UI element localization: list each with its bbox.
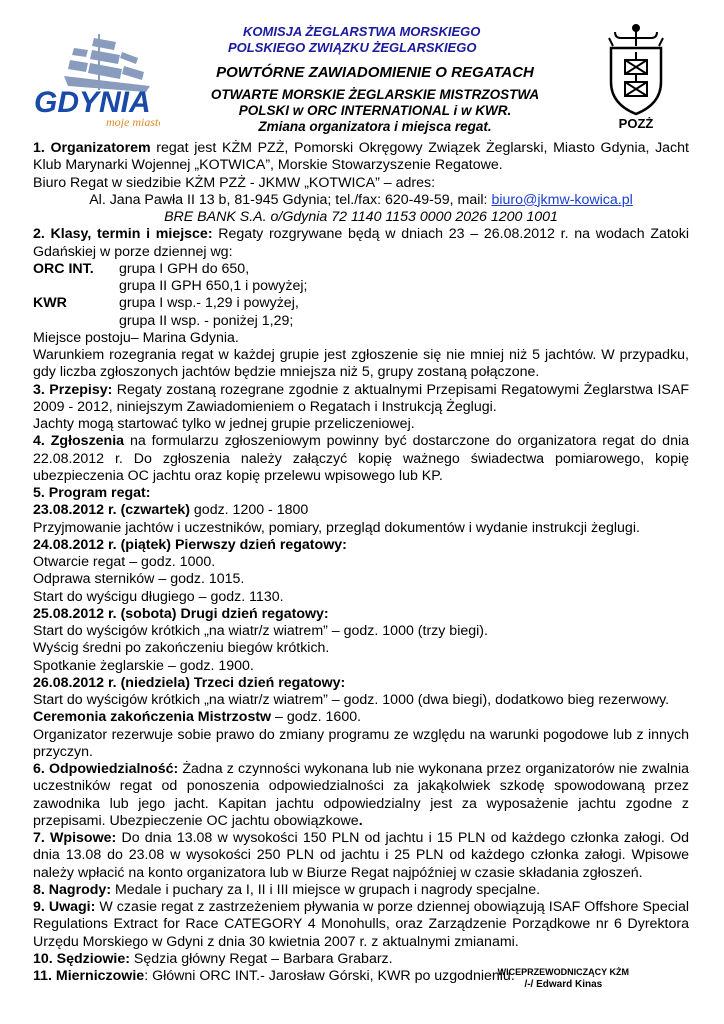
section-program [33,485,689,502]
section-heading: 10. Sędziowie: [33,950,130,967]
section-text: regat jest KŻM PZŻ, Pomorski Okręgowy Związek Żeglarski, Miasto Gdynia, Jacht Klub Marynarki Wojennej „KOTWICA”, Morskie Stowarzyszenie Regatowe. [33,140,689,174]
document-subtitle [175,87,575,135]
section-heading: 5. Program regat: [33,485,151,501]
address-text: Al. Jana Pawła II 13 b, 81-945 Gdynia; tel./fax: 620-49-59, mail: [89,191,492,208]
pozz-emblem [601,24,671,134]
mooring-location: Miejsce postoju– Marina Gdynia. [33,329,239,346]
orc-group-row [33,261,689,278]
kwr-label: KWR [33,295,67,312]
regatta-office: Biuro Regat w siedzibie KŻM PZŻ - JKMW „KOTWICA” – adres: [33,174,436,191]
program-line: Start do wyścigów krótkich „na wiatr/z wiatrem” – godz. 1000 (trzy biegi). [33,623,488,639]
kwr-group-2: grupa II wsp. - poniżej 1,29; [119,312,294,329]
section-text: Regaty rozgrywane będą w dniach 23 – 26.08.2012 r. na wodach Zatoki Gdańskiej w porze dziennej wg: [33,226,689,260]
program-line: Wyścig średni po zakończeniu biegów krótkich. [33,640,330,657]
day-heading: 23.08.2012 r. (czwartek) [33,502,190,519]
organization-name [228,24,568,56]
section-heading: 4. Zgłoszenia [33,433,125,450]
ceremony-time: – godz. 1600. [271,709,362,726]
email-link[interactable]: biuro@jkmw-kowica.pl [491,191,633,208]
orc-group-2: grupa II GPH 650,1 i powyżej; [119,278,308,294]
day-heading: 24.08.2012 r. (piątek) Pierwszy dzień regatowy: [33,536,347,553]
section-classes [33,226,689,261]
orc-group-row [33,278,689,295]
section-remarks [33,899,689,951]
section-prizes [33,882,689,899]
day-heading: 25.08.2012 r. (sobota) Drugi dzień regatowy: [33,605,329,622]
orc-label: ORC INT. [33,260,94,277]
section-text: na formularzu zgłoszeniowym powinny być dostarczone do organizatora regat do dnia 22.08.2012 r. Do zgłoszenia należy załączyć kopię ważnego świadectwa pomiarowego, kopię ubezpieczenia OC jachtu oraz kopię przelewu wpisowego lub KP. [33,433,689,484]
subtitle-line-1: OTWARTE MORSKIE ŻEGLARSKIE MISTRZOSTWA [210,87,540,102]
emblem-caption: POZŻ [618,116,654,131]
section-text: W czasie regat z zastrzeżeniem pływania w porze dziennej obowiązują ISAF Offshore Special Regulations Extract for Race CATEGORY 4 Monohulls, oraz Zarządzenie Porządkowe nr 6 Dyrektora Urzędu Morskiego w Gdyni z dnia 30 kwietnia 2007 r. z aktualnymi zmianami. [33,899,689,950]
day-time: godz. 1200 - 1800 [189,502,309,519]
section-text: Sędzia główny Regat – Barbara Grabarz. [129,950,393,967]
program-line: Odprawa sterników – godz. 1015. [33,571,245,588]
section-rules [33,382,689,417]
section-text: Medale i puchary za I, II i III miejsce w grupach i nagrody specjalne. [111,881,541,898]
signatory-title: WICEPRZEWODNICZĄCY KŻM [497,967,629,977]
section-organizer [33,140,689,175]
section-heading: 9. Uwagi: [33,899,96,915]
program-line: Przyjmowanie jachtów i uczestników, pomiary, przegląd dokumentów i wydanie instrukcji żeglugi. [33,519,640,536]
rules-note: Jachty mogą startować tylko w jednej grupie przeliczeniowej. [33,416,415,432]
anchor-shield-icon [601,24,671,116]
section-entries [33,433,689,485]
logo-tagline: moje miasto [106,115,160,128]
document-title: POWTÓRNE ZAWIADOMIENIE O REGATACH [216,64,534,81]
section-text: Do dnia 13.08 w wysokości 150 PLN od jachtu i 15 PLN od każdego członka załogi. Od dnia 13.08 do 23.08 w wysokości 250 PLN od jachtu i 25 PLN od każdego członka załogi. Wpisowe należy wpłacić na konto organizatora lub w Biurze Regat najpóźniej w czasie składania zgłoszeń. [33,830,689,881]
section-heading: 8. Nagrody: [33,881,112,898]
subtitle-line-3: Zmiana organizatora i miejsca regat. [258,119,492,134]
program-day-1 [33,502,689,519]
notice-body [33,140,689,985]
section-text: Regaty zostaną rozegrane zgodnie z aktualnymi Przepisami Regatowymi Żeglarstwa ISAF 2009 - 2012, niniejszym Zawiadomieniem o Regatach i Instrukcją Żeglugi. [33,381,690,415]
section-liability [33,761,689,830]
program-line: Start do wyścigu długiego – godz. 1130. [33,588,284,605]
section-end: . [358,812,363,829]
program-day-4 [33,675,689,692]
program-line: Start do wyścigów krótkich „na wiatr/z wiatrem” – godz. 1000 (dwa biegi), dodatkowo bieg rezerwowy. [33,692,670,708]
bank-account: BRE BANK S.A. o/Gdynia 72 1140 1153 0000 2026 1200 1001 [164,209,558,225]
program-line: Otwarcie regat – godz. 1000. [33,554,216,570]
kwr-group-1: grupa I wsp.- 1,29 i powyżej, [119,295,299,312]
section-heading: 7. Wpisowe: [33,830,117,846]
kwr-group-row [33,313,689,330]
office-address [33,192,689,209]
org-line-2: POLSKIEGO ZWIĄZKU ŻEGLARSKIEGO [228,40,477,55]
ceremony-heading: Ceremonia zakończenia Mistrzostw [33,709,272,726]
program-reservation: Organizator rezerwuje sobie prawo do zmiany programu ze względu na warunki pogodowe lub z innych przyczyn. [33,726,689,760]
orc-group-1: grupa I GPH do 650, [119,260,250,277]
signatory-name: /-/ Edward Kinas [524,979,603,990]
org-line-1: KOMISJA ŻEGLARSTWA MORSKIEGO [243,24,481,39]
sailing-ship-icon [28,30,160,128]
section-text: Żadna z czynności wykonana lub nie wykonana przez organizatorów nie zwalnia uczestników regat od ponoszenia odpowiedzialności za jakąkolwiek szkodę spowodowaną przez zawodnika lub jego jacht. Kapitan jachtu odpowiedzialny jest za wyposażenie jachtu zgodne z przepisami. Ubezpieczenie OC jachtu obowiązkowe [33,761,689,829]
subtitle-line-2: POLSKI w ORC INTERNATIONAL i w KWR. [238,103,512,118]
section-heading: 11. Mierniczowie [33,968,145,984]
section-text: : Główni ORC INT.- Jarosław Górski, KWR po uzgodnieniu. [144,968,515,984]
kwr-group-row [33,295,689,312]
gdynia-logo [28,30,160,128]
section-heading: 3. Przepisy: [33,381,113,398]
closing-ceremony [33,709,689,726]
day-heading: 26.08.2012 r. (niedziela) Trzeci dzień regatowy: [33,674,346,691]
logo-word: GDYNIA [34,86,151,119]
program-day-2 [33,537,689,554]
program-day-3 [33,606,689,623]
section-heading: 1. Organizatorem [33,140,151,156]
program-line: Spotkanie żeglarskie – godz. 1900. [33,657,254,674]
signature-block [498,966,629,992]
section-heading: 2. Klasy, termin i miejsce: [33,226,213,243]
section-heading: 6. Odpowiedzialność: [33,761,179,777]
minimum-entries-condition: Warunkiem rozegrania regat w każdej grupie jest zgłoszenie się nie mniej niż 5 jachtów. W przypadku, gdy liczba zgłoszonych jachtów będzie mniejsza niż 5, grupy zostaną połączone. [33,347,689,381]
section-fees [33,830,689,882]
